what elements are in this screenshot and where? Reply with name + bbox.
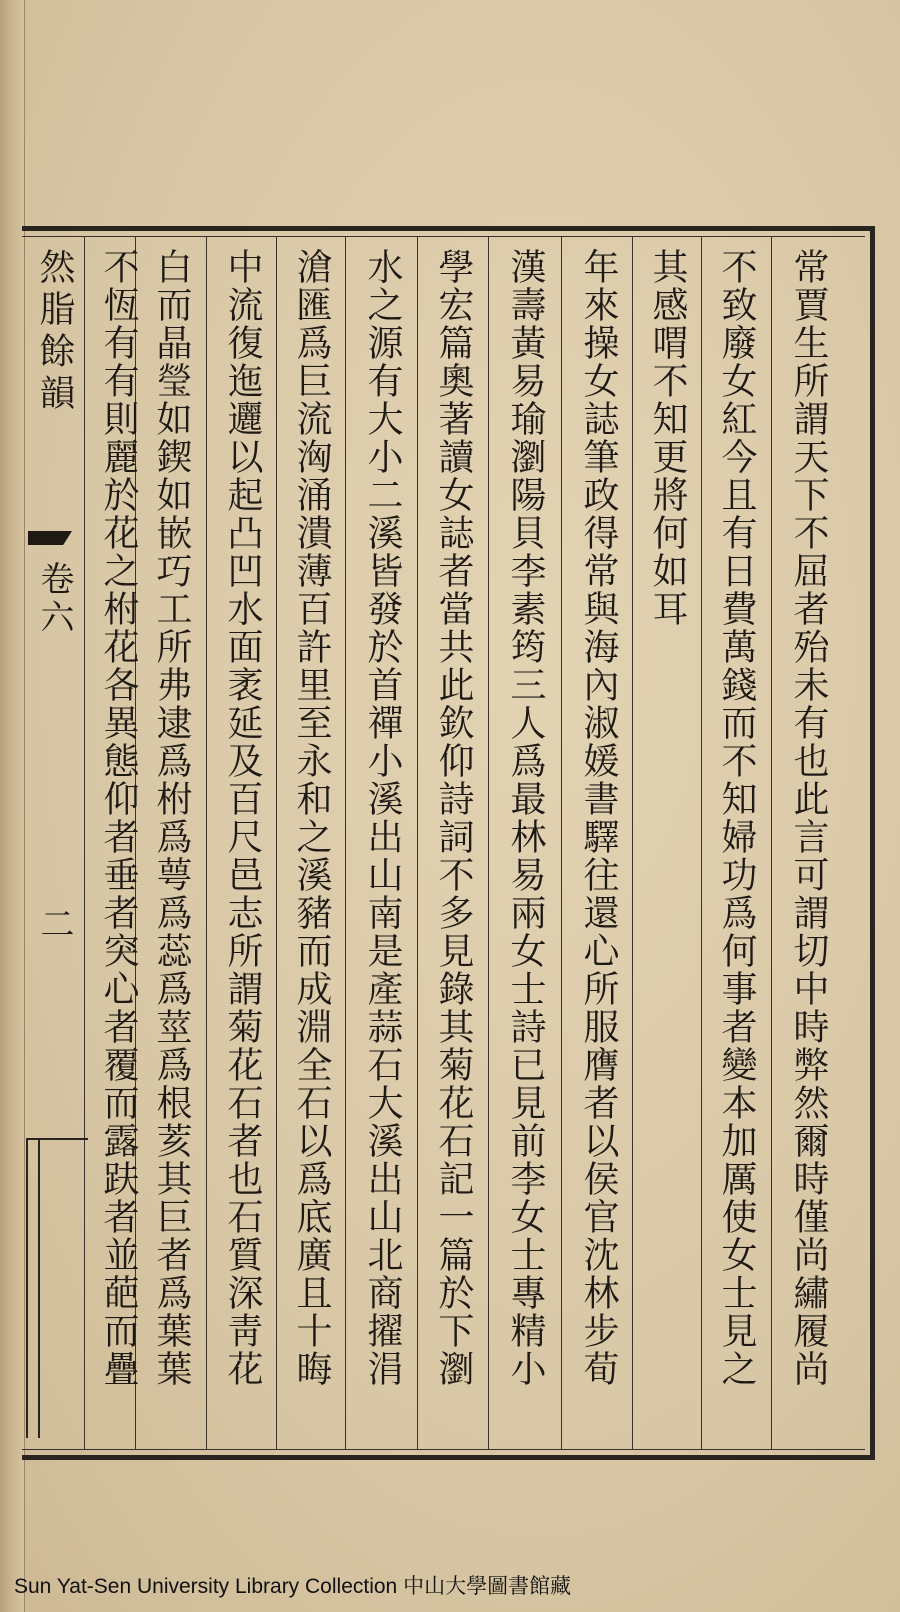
text-column-4: 年來操女誌筆政得常與海內淑媛書驛往還心所服膺者以侯官沈林步荀 [578,248,619,1388]
column-rule [561,236,562,1450]
text-column-5: 漢壽黃易瑜瀏陽貝李素筠三人爲最林易兩女士詩已見前李女士專精小 [505,248,546,1388]
column-rule [276,236,277,1450]
page-number: 二 [34,906,74,940]
column-rule [417,236,418,1450]
book-margin-column [26,248,86,1438]
column-rule [345,236,346,1450]
text-column-11: 不恆有有則麗於花之柎花各異態仰者垂者突心者覆而露趺者並葩而疊 [98,248,139,1388]
volume-number: 卷六 [34,561,74,637]
text-column-1: 常賈生所謂天下不屈者殆未有也此言可謂切中時弊然爾時僅尚繡履尚 [788,248,829,1388]
margin-divider [26,1138,88,1140]
column-rule [771,236,772,1450]
column-rule [488,236,489,1450]
book-title: 然脂餘韻 [34,248,75,416]
column-rule [632,236,633,1450]
column-rule [701,236,702,1450]
library-watermark: Sun Yat-Sen University Library Collection 中山大學圖書館藏 [14,1575,572,1598]
text-column-10: 白而晶瑩如鍥如嵌巧工所弗逮爲柎爲萼爲蕊爲莖爲根荄其巨者爲葉葉 [151,248,192,1388]
text-column-6: 學宏篇奧著讀女誌者當共此欽仰詩詞不多見錄其菊花石記一篇於下瀏 [433,248,474,1388]
text-column-7: 水之源有大小二溪皆發於首禪小溪出山南是產蒜石大溪出山北商擢涓 [362,248,403,1388]
fish-tail-mark [28,531,72,545]
text-column-9: 中流復迤邐以起凸凹水面袤延及百尺邑志所謂菊花石者也石質深靑花 [222,248,263,1388]
column-rule [206,236,207,1450]
text-column-3: 其感喟不知更將何如耳 [647,248,688,628]
margin-bar [38,1140,40,1438]
text-column-8: 滄匯爲巨流洶涌潰薄百許里至永和之溪豬而成淵全石以爲底廣且十晦 [291,248,332,1388]
text-column-2: 不致廢女紅今且有日費萬錢而不知婦功爲何事者變本加厲使女士見之 [716,248,757,1388]
margin-bar [26,1140,28,1438]
